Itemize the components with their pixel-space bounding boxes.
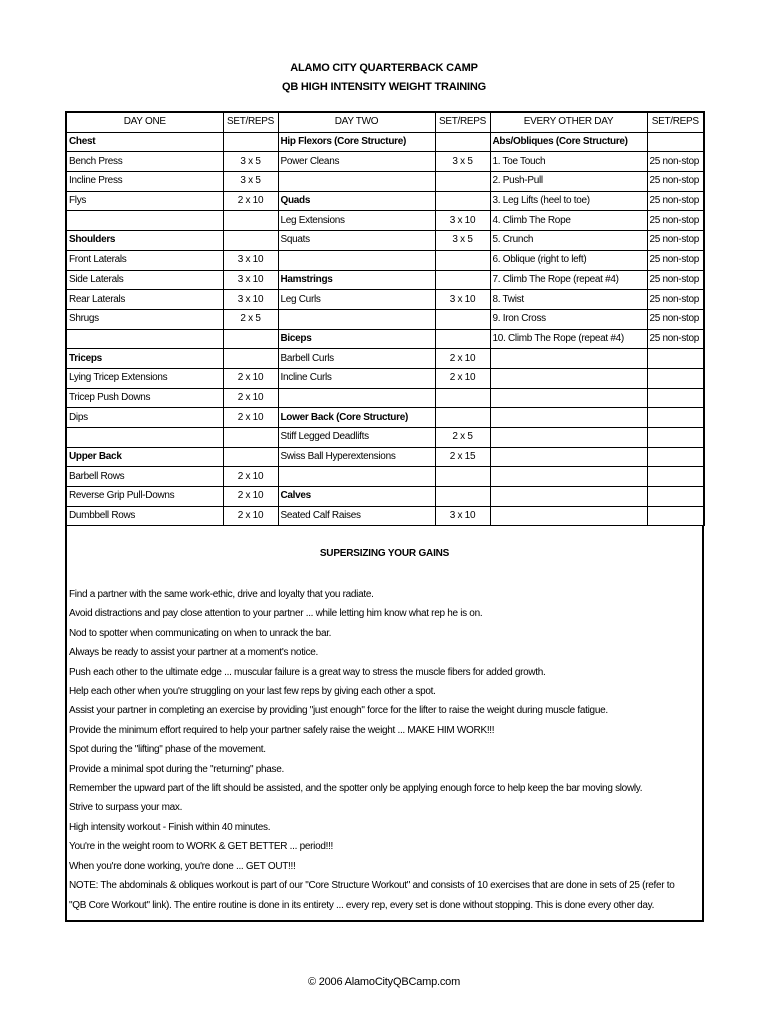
day-two-exercise-cell: Hip Flexors (Core Structure): [278, 132, 435, 152]
notes-section: [65, 525, 704, 922]
note-item: Avoid distractions and pay close attention to your partner ... while letting him know what rep he is on.: [69, 608, 483, 620]
day-two-set-reps-cell: 3 x 10: [435, 506, 490, 526]
day-one-set-reps-cell: 3 x 10: [223, 250, 278, 270]
note-item: High intensity workout - Finish within 40 minutes.: [69, 821, 271, 833]
day-one-exercise-cell: Reverse Grip Pull-Downs: [66, 487, 223, 507]
day-one-exercise-cell: Rear Laterals: [66, 290, 223, 310]
table-row: [66, 467, 704, 487]
header-day-two: DAY TWO: [278, 112, 435, 132]
day-one-exercise-cell: Triceps: [66, 349, 223, 369]
day-one-set-reps-cell: 2 x 10: [223, 191, 278, 211]
day-two-set-reps-cell: [435, 270, 490, 290]
every-other-day-exercise-cell: 6. Oblique (right to left): [490, 250, 647, 270]
every-other-day-exercise-cell: [490, 408, 647, 428]
day-two-exercise-cell: Leg Extensions: [278, 211, 435, 231]
note-item: Remember the upward part of the lift should be assisted, and the spotter only be applying enough force to help keep the bar moving slowly.: [69, 783, 643, 795]
day-two-set-reps-cell: [435, 408, 490, 428]
footer-copyright: © 2006 AlamoCityQBCamp.com: [307, 976, 461, 988]
table-row: [66, 428, 704, 448]
every-other-day-set-reps-cell: [647, 506, 704, 526]
table-row: [66, 172, 704, 192]
note-item: Help each other when you're struggling on your last few reps by giving each other a spot.: [69, 686, 436, 698]
day-two-set-reps-cell: [435, 467, 490, 487]
day-one-exercise-cell: Dumbbell Rows: [66, 506, 223, 526]
day-two-set-reps-cell: [435, 172, 490, 192]
every-other-day-set-reps-cell: [647, 428, 704, 448]
day-one-exercise-cell: Shrugs: [66, 309, 223, 329]
table-body: [66, 132, 704, 526]
day-two-set-reps-cell: 2 x 10: [435, 368, 490, 388]
note-item: Assist your partner in completing an exercise by providing "just enough" force for the lifter to raise the weight during muscle fatigue.: [69, 705, 608, 717]
day-two-exercise-cell: [278, 467, 435, 487]
day-one-exercise-cell: Bench Press: [66, 152, 223, 172]
every-other-day-exercise-cell: 9. Iron Cross: [490, 309, 647, 329]
day-one-exercise-cell: [66, 211, 223, 231]
day-one-set-reps-cell: [223, 447, 278, 467]
day-one-set-reps-cell: 3 x 10: [223, 290, 278, 310]
day-one-set-reps-cell: 2 x 10: [223, 388, 278, 408]
every-other-day-set-reps-cell: [647, 487, 704, 507]
day-one-set-reps-cell: 2 x 5: [223, 309, 278, 329]
header-set-reps: SET/REPS: [435, 112, 490, 132]
table-row: [66, 231, 704, 251]
day-one-set-reps-cell: [223, 132, 278, 152]
table-row: [66, 487, 704, 507]
workout-table: [65, 111, 705, 526]
day-one-exercise-cell: Lying Tricep Extensions: [66, 368, 223, 388]
note-item: Spot during the "lifting" phase of the movement.: [69, 744, 266, 756]
day-two-set-reps-cell: [435, 309, 490, 329]
day-two-set-reps-cell: 3 x 5: [435, 231, 490, 251]
note-item: Provide the minimum effort required to help your partner safely raise the weight ... MAKE HIM WORK!!!: [69, 724, 495, 736]
day-two-set-reps-cell: [435, 388, 490, 408]
day-two-set-reps-cell: [435, 191, 490, 211]
every-other-day-set-reps-cell: 25 non-stop: [647, 231, 704, 251]
day-one-set-reps-cell: [223, 349, 278, 369]
note-item: Push each other to the ultimate edge ... muscular failure is a great way to stress the muscle fibers for added growth.: [69, 666, 546, 678]
header-every-other-day: EVERY OTHER DAY: [490, 112, 647, 132]
day-one-set-reps-cell: [223, 428, 278, 448]
day-two-set-reps-cell: 3 x 5: [435, 152, 490, 172]
table-row: [66, 349, 704, 369]
every-other-day-exercise-cell: 4. Climb The Rope: [490, 211, 647, 231]
day-one-set-reps-cell: 2 x 10: [223, 408, 278, 428]
every-other-day-set-reps-cell: 25 non-stop: [647, 211, 704, 231]
every-other-day-set-reps-cell: [647, 467, 704, 487]
day-one-set-reps-cell: 2 x 10: [223, 368, 278, 388]
every-other-day-set-reps-cell: 25 non-stop: [647, 270, 704, 290]
day-one-set-reps-cell: 3 x 5: [223, 152, 278, 172]
day-one-set-reps-cell: [223, 329, 278, 349]
every-other-day-set-reps-cell: [647, 447, 704, 467]
table-row: [66, 408, 704, 428]
day-two-exercise-cell: [278, 172, 435, 192]
header-set-reps: SET/REPS: [223, 112, 278, 132]
every-other-day-set-reps-cell: 25 non-stop: [647, 290, 704, 310]
day-one-exercise-cell: Tricep Push Downs: [66, 388, 223, 408]
every-other-day-exercise-cell: 5. Crunch: [490, 231, 647, 251]
every-other-day-exercise-cell: [490, 506, 647, 526]
page-subtitle: QB HIGH INTENSITY WEIGHT TRAINING: [281, 81, 487, 93]
day-two-exercise-cell: Stiff Legged Deadlifts: [278, 428, 435, 448]
table-row: [66, 290, 704, 310]
day-two-exercise-cell: Leg Curls: [278, 290, 435, 310]
every-other-day-set-reps-cell: 25 non-stop: [647, 172, 704, 192]
day-one-exercise-cell: Barbell Rows: [66, 467, 223, 487]
day-two-exercise-cell: Squats: [278, 231, 435, 251]
every-other-day-set-reps-cell: [647, 349, 704, 369]
every-other-day-set-reps-cell: 25 non-stop: [647, 329, 704, 349]
table-row: [66, 152, 704, 172]
every-other-day-set-reps-cell: 25 non-stop: [647, 309, 704, 329]
day-two-exercise-cell: Hamstrings: [278, 270, 435, 290]
table-row: [66, 388, 704, 408]
day-two-exercise-cell: Power Cleans: [278, 152, 435, 172]
day-two-exercise-cell: Biceps: [278, 329, 435, 349]
day-two-set-reps-cell: [435, 487, 490, 507]
day-one-exercise-cell: Chest: [66, 132, 223, 152]
table-row: [66, 329, 704, 349]
day-one-exercise-cell: [66, 428, 223, 448]
day-two-exercise-cell: Seated Calf Raises: [278, 506, 435, 526]
note-item: NOTE: The abdominals & obliques workout is part of our "Core Structure Workout" and consists of 10 exercises that are done in sets of 25 (refer to: [69, 880, 675, 892]
every-other-day-exercise-cell: 8. Twist: [490, 290, 647, 310]
every-other-day-exercise-cell: [490, 487, 647, 507]
every-other-day-set-reps-cell: 25 non-stop: [647, 250, 704, 270]
every-other-day-exercise-cell: 3. Leg Lifts (heel to toe): [490, 191, 647, 211]
note-item: Always be ready to assist your partner at a moment's notice.: [69, 647, 319, 659]
day-one-exercise-cell: Upper Back: [66, 447, 223, 467]
every-other-day-exercise-cell: 7. Climb The Rope (repeat #4): [490, 270, 647, 290]
every-other-day-exercise-cell: [490, 447, 647, 467]
every-other-day-set-reps-cell: [647, 388, 704, 408]
every-other-day-set-reps-cell: [647, 408, 704, 428]
day-one-set-reps-cell: [223, 231, 278, 251]
day-one-set-reps-cell: 2 x 10: [223, 467, 278, 487]
day-two-exercise-cell: [278, 309, 435, 329]
every-other-day-exercise-cell: [490, 368, 647, 388]
day-two-exercise-cell: Swiss Ball Hyperextensions: [278, 447, 435, 467]
day-one-exercise-cell: Dips: [66, 408, 223, 428]
table-row: [66, 309, 704, 329]
every-other-day-exercise-cell: [490, 467, 647, 487]
every-other-day-exercise-cell: [490, 428, 647, 448]
day-one-set-reps-cell: [223, 211, 278, 231]
notes-heading: SUPERSIZING YOUR GAINS: [319, 548, 450, 559]
day-one-exercise-cell: Side Laterals: [66, 270, 223, 290]
every-other-day-exercise-cell: Abs/Obliques (Core Structure): [490, 132, 647, 152]
note-item: Find a partner with the same work-ethic, drive and loyalty that you radiate.: [69, 589, 374, 600]
every-other-day-exercise-cell: [490, 349, 647, 369]
day-two-exercise-cell: Calves: [278, 487, 435, 507]
day-two-set-reps-cell: [435, 250, 490, 270]
day-one-exercise-cell: Front Laterals: [66, 250, 223, 270]
day-two-set-reps-cell: 2 x 5: [435, 428, 490, 448]
note-item: Strive to surpass your max.: [69, 802, 183, 814]
note-item: When you're done working, you're done ... GET OUT!!!: [69, 860, 296, 872]
day-two-exercise-cell: Lower Back (Core Structure): [278, 408, 435, 428]
note-item: Nod to spotter when communicating on when to unrack the bar.: [69, 627, 332, 639]
day-two-set-reps-cell: [435, 329, 490, 349]
day-two-exercise-cell: Quads: [278, 191, 435, 211]
table-row: [66, 250, 704, 270]
day-one-set-reps-cell: 2 x 10: [223, 506, 278, 526]
day-two-set-reps-cell: 3 x 10: [435, 290, 490, 310]
day-one-set-reps-cell: 3 x 10: [223, 270, 278, 290]
day-one-exercise-cell: [66, 329, 223, 349]
day-two-exercise-cell: [278, 250, 435, 270]
table-row: [66, 211, 704, 231]
day-one-exercise-cell: Shoulders: [66, 231, 223, 251]
table-header-row: [66, 112, 704, 132]
note-item: You're in the weight room to WORK & GET BETTER ... period!!!: [69, 841, 334, 853]
every-other-day-set-reps-cell: 25 non-stop: [647, 191, 704, 211]
table-row: [66, 447, 704, 467]
day-two-set-reps-cell: [435, 132, 490, 152]
day-two-set-reps-cell: 2 x 15: [435, 447, 490, 467]
note-item: Provide a minimal spot during the "returning" phase.: [69, 763, 284, 775]
day-two-exercise-cell: [278, 388, 435, 408]
notes-list: [69, 585, 700, 915]
day-one-set-reps-cell: 3 x 5: [223, 172, 278, 192]
table-row: [66, 191, 704, 211]
day-one-exercise-cell: Incline Press: [66, 172, 223, 192]
day-one-exercise-cell: Flys: [66, 191, 223, 211]
every-other-day-exercise-cell: 2. Push-Pull: [490, 172, 647, 192]
day-two-exercise-cell: Barbell Curls: [278, 349, 435, 369]
table-row: [66, 132, 704, 152]
page-title: ALAMO CITY QUARTERBACK CAMP: [290, 62, 478, 74]
day-one-set-reps-cell: 2 x 10: [223, 487, 278, 507]
header-set-reps: SET/REPS: [647, 112, 704, 132]
every-other-day-set-reps-cell: [647, 368, 704, 388]
every-other-day-set-reps-cell: 25 non-stop: [647, 152, 704, 172]
every-other-day-exercise-cell: 10. Climb The Rope (repeat #4): [490, 329, 647, 349]
table-row: [66, 506, 704, 526]
table-row: [66, 270, 704, 290]
day-two-set-reps-cell: 3 x 10: [435, 211, 490, 231]
every-other-day-exercise-cell: 1. Toe Touch: [490, 152, 647, 172]
header-day-one: DAY ONE: [66, 112, 223, 132]
day-two-exercise-cell: Incline Curls: [278, 368, 435, 388]
table-row: [66, 368, 704, 388]
every-other-day-exercise-cell: [490, 388, 647, 408]
every-other-day-set-reps-cell: [647, 132, 704, 152]
note-item: "QB Core Workout" link). The entire routine is done in its entirety ... every rep, every set is done without stopping. This is done every other day.: [69, 899, 655, 911]
day-two-set-reps-cell: 2 x 10: [435, 349, 490, 369]
